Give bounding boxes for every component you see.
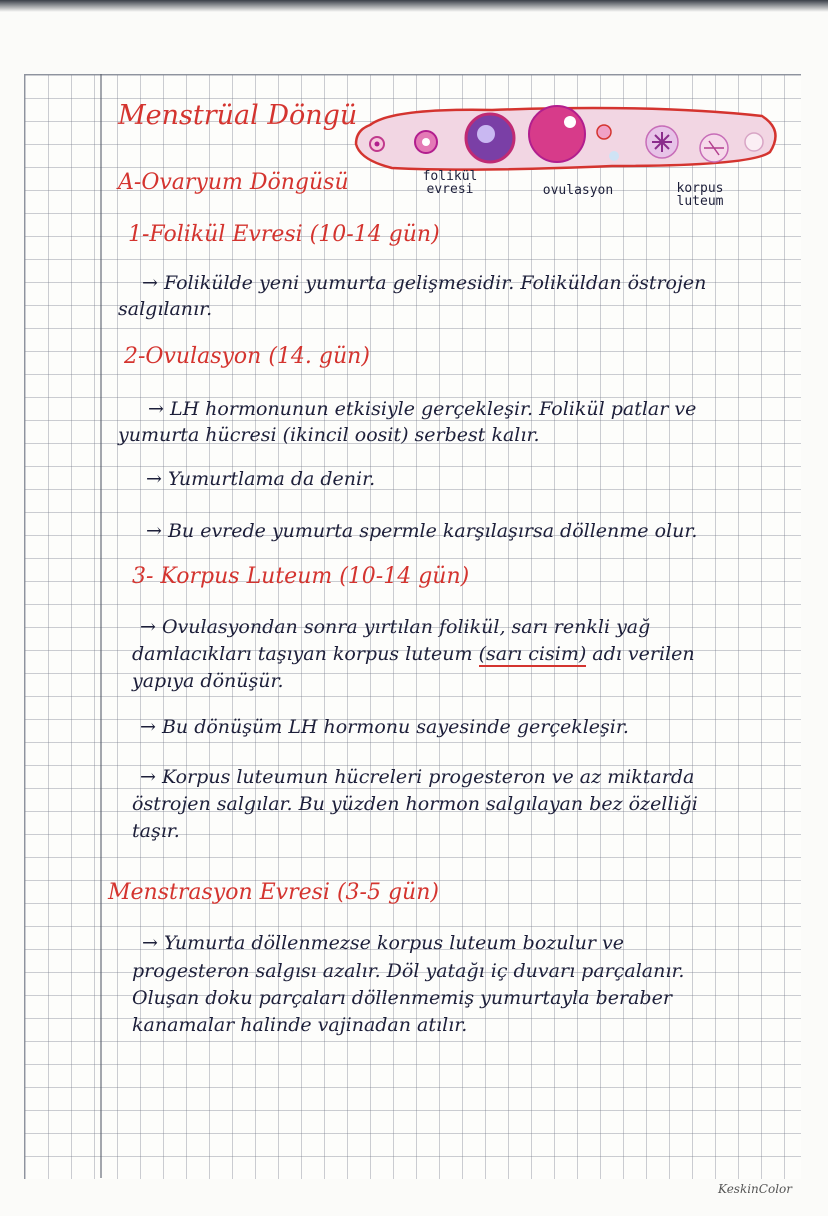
label-corpus-luteum: korpus luteum <box>676 181 724 209</box>
ovarian-cycle-diagram <box>352 100 784 190</box>
phase1-line1: → Folikülde yeni yumurta gelişmesidir. Foliküldan östrojen <box>142 272 707 294</box>
mature-oocyte <box>564 116 576 128</box>
menstruation-line4: kanamalar halinde vajinadan atılır. <box>132 1014 468 1036</box>
corpus-luteum-cells <box>652 132 672 152</box>
phase2-p1-line1: → LH hormonunun etkisiyle gerçekleşir. Folikül patlar ve <box>148 398 697 420</box>
phase2-heading: 2-Ovulasyon (14. gün) <box>124 344 370 369</box>
label-ovulation: ovulasyon <box>542 183 614 198</box>
primordial-oocyte <box>375 142 380 147</box>
menstruation-line1: → Yumurta döllenmezse korpus luteum bozulur ve <box>142 932 624 954</box>
phase3-heading: 3- Korpus Luteum (10-14 gün) <box>132 564 470 589</box>
phase3-p2: → Bu dönüşüm LH hormonu sayesinde gerçekleşir. <box>140 716 629 738</box>
secondary-antrum <box>477 125 495 143</box>
phase3-p3-line3: taşır. <box>132 820 180 842</box>
menstruation-line3: Oluşan doku parçaları döllenmemiş yumurtayla beraber <box>132 987 672 1009</box>
phase3-p1-line1: → Ovulasyondan sonra yırtılan folikül, sarı renkli yağ <box>140 616 651 638</box>
phase1-heading: 1-Folikül Evresi (10-14 gün) <box>128 222 440 247</box>
label-follicle-phase: folikül evresi <box>422 169 478 197</box>
phase3-p3-line2: östrojen salgılar. Bu yüzden hormon salgılayan bez özelliği <box>132 793 698 815</box>
phase2-p1-line2: yumurta hücresi (ikincil oosit) serbest kalır. <box>118 424 540 446</box>
phase3-p1-line2: damlacıkları taşıyan korpus luteum (sarı cisim) adı verilen <box>132 643 695 665</box>
released-oocyte <box>597 125 611 139</box>
phase3-p3-line1: → Korpus luteumun hücreleri progesteron ve az miktarda <box>140 766 695 788</box>
page-title: Menstrüal Döngü <box>118 100 358 131</box>
phase3-p1-line3: yapıya dönüşür. <box>132 670 284 692</box>
section-a-heading: A-Ovaryum Döngüsü <box>118 170 349 195</box>
margin-line <box>100 74 102 1178</box>
primary-oocyte <box>422 138 430 146</box>
menstruation-line2: progesteron salgısı azalır. Döl yatağı iç duvarı parçalanır. <box>132 960 685 982</box>
mature-follicle <box>529 106 585 162</box>
watermark: KeskinColor <box>718 1182 792 1196</box>
regressed-body <box>745 133 763 151</box>
phase2-p2: → Yumurtlama da denir. <box>146 468 376 490</box>
highlight-sari-cisim: (sarı cisim) <box>478 643 587 665</box>
phase2-p3: → Bu evrede yumurta spermle karşılaşırsa döllenme olur. <box>146 520 698 542</box>
photo-edge-shadow <box>0 0 828 12</box>
menstruation-heading: Menstrasyon Evresi (3-5 gün) <box>108 880 439 905</box>
ruptured-follicle <box>609 151 619 161</box>
phase1-line2: salgılanır. <box>118 298 213 320</box>
